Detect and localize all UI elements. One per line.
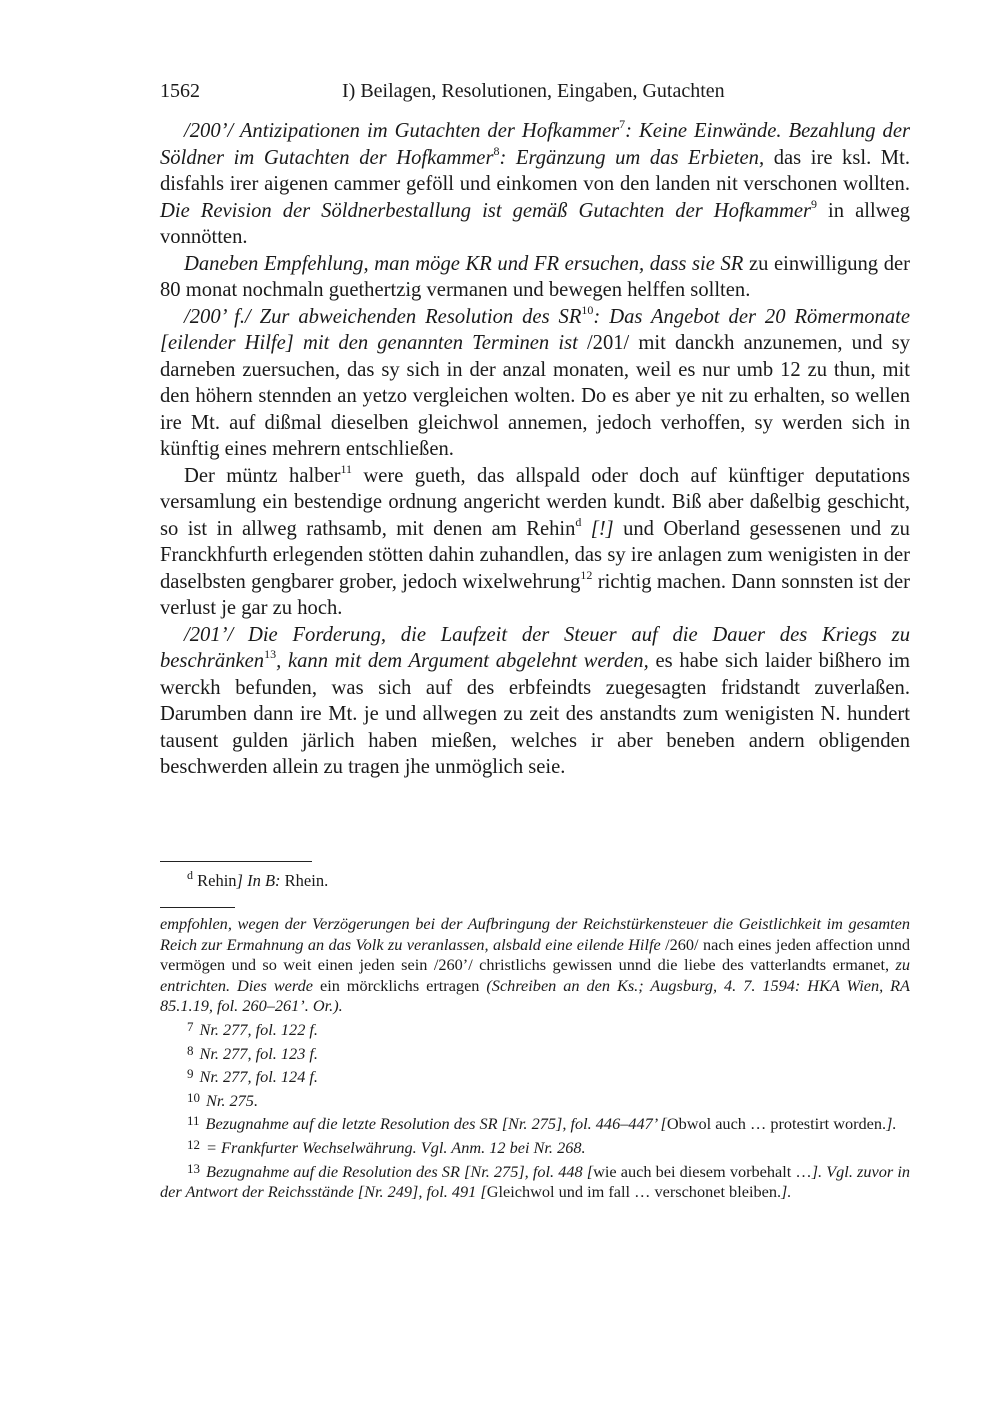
- source-text: were gueth, das allspald oder doch auf künftiger deputations versamlung ein bestendige ordnung angericht werden kundt. Biß aber daßelbig geschicht, so ist in allweg rathsamb, mit denen am Rehin: [160, 464, 910, 540]
- footnote-text: Bezugnahme auf die letzte Resolution des SR [Nr. 275], fol. 446–447’ [: [205, 1114, 667, 1134]
- source-text: und Oberland gesessenen und zu Franckhfurth erlegenden stötten dahin zuhandlen, das sy ire anlagen zum wenigisten in der daselbsten gengbarer grober, jedoch wixelwehrung: [160, 517, 910, 593]
- footnote-7: [160, 1017, 910, 1041]
- page-number: 1562: [160, 80, 200, 102]
- footnote-number: 8: [187, 1042, 194, 1058]
- apparatus-note-d: [187, 867, 329, 892]
- paragraph-5: [160, 622, 910, 781]
- editorial-text: : Das Angebot der 20 Römermonate [eilender Hilfe] mit den genannten Terminen ist: [160, 305, 910, 354]
- apparatus-mark: d: [187, 867, 193, 882]
- footnote-13: [160, 1159, 910, 1203]
- page-header: [160, 80, 910, 106]
- footnote-11: [160, 1111, 910, 1135]
- editorial-text: /200’/ Antizipationen im Gutachten der Hofkammer: [184, 120, 620, 142]
- source-text: richtig machen. Dann sonnsten ist der verlust je gar zu hoch.: [160, 570, 910, 619]
- footnote-continuation: [160, 914, 910, 1017]
- editorial-text: /200’ f./ Zur abweichenden Resolution des SR: [184, 305, 582, 328]
- footnote-number: 9: [187, 1066, 194, 1082]
- fn-roman: /260/ nach eines jeden affection unnd vermögen und so weit einen jeden sein /260’/ christlichs gewissen unnd die liebe des vatterlandts ermanet,: [160, 934, 910, 975]
- footnote-ref-7[interactable]: 7: [619, 117, 626, 132]
- footnote-ref-12[interactable]: 12: [580, 567, 593, 582]
- footnote-number: 10: [187, 1089, 200, 1105]
- fn-italic: (Schreiben an den Ks.; Augsburg, 4. 7. 1594: HKA Wien, RA 85.1.19, fol. 260–261’. Or.).: [160, 975, 910, 1016]
- footnote-quote: Obwol auch … protestirt worden.: [666, 1114, 887, 1134]
- apparatus-ref-d[interactable]: d: [575, 514, 582, 529]
- footnotes: [160, 914, 910, 1203]
- footnote-ref-13[interactable]: 13: [264, 647, 277, 662]
- main-text: [160, 118, 910, 781]
- footnote-number: 11: [187, 1113, 200, 1129]
- footnote-quote: Gleichwol und im fall … verschonet bleiben.: [486, 1182, 782, 1202]
- paragraph-3: [160, 304, 910, 463]
- footnote-ref-11[interactable]: 11: [340, 461, 353, 476]
- running-head: I) Beilagen, Resolutionen, Eingaben, Gutachten: [342, 80, 725, 102]
- footnote-text: Nr. 275.: [206, 1090, 259, 1110]
- footnote-number: 7: [187, 1018, 194, 1034]
- editorial-text: /201’/ Die Forderung, die Laufzeit der Steuer auf die Dauer des Kriegs zu beschränken: [160, 623, 910, 672]
- apparatus-bracket: ] In B:: [236, 871, 281, 890]
- paragraph-1: [160, 118, 910, 251]
- source-text: Der müntz halber: [184, 464, 341, 487]
- footnote-text: ].: [886, 1114, 897, 1134]
- footnote-quote: wie auch bei diesem vorbehalt …: [593, 1161, 812, 1181]
- fn-italic: empfohlen, wegen der Verzögerungen bei der Aufbringung der Reichstürkensteuer die Geistlichkeit im gesamten Reich zur Ermahnung an das Volk zu veranlassen, alsbald eine eilende Hilfe: [160, 914, 910, 954]
- editorial-sic: [!]: [581, 517, 614, 540]
- source-text: zu einwilligung der 80 monat nochmaln guethertzig vermanen und bewegen helffen sollten.: [160, 252, 910, 301]
- source-text: es habe sich laider bißhero im werckh befunden, was sich auf des erbfeindts zuegesagten fridstandt zuverlaßen. Darumben dann ire Mt. je und allwegen zu zeit des anstandts zum wenigisten N. hundert tausent gulden järlich haben mießen, welches ir aber beneben andern obligenden beschwerden allein zu tragen jhe unmöglich seie.: [160, 650, 911, 778]
- footnote-text: ]. Vgl. zuvor in der Antwort der Reichsstände [Nr. 249], fol. 491 [: [160, 1161, 910, 1202]
- paragraph-4: [160, 463, 910, 622]
- editorial-text: : Ergänzung um das Erbieten,: [499, 146, 765, 169]
- apparatus-divider: [160, 861, 312, 862]
- fn-roman: ein mörcklichs ertragen: [313, 975, 487, 995]
- editorial-text: Daneben Empfehlung, man möge KR und FR ersuchen, dass sie SR: [184, 252, 744, 275]
- footnote-number: 13: [187, 1160, 200, 1176]
- footnote-text: Bezugnahme auf die Resolution des SR [Nr. 275], fol. 448 [: [206, 1161, 594, 1181]
- footnote-number: 12: [187, 1136, 200, 1152]
- footnote-10: [160, 1088, 910, 1112]
- apparatus-lemma: Rehin: [193, 871, 237, 890]
- footnote-text: Nr. 277, fol. 124 f.: [199, 1067, 319, 1087]
- footnote-ref-9[interactable]: 9: [811, 196, 818, 211]
- source-text: in allweg vonnötten.: [160, 199, 910, 248]
- footnote-text: Nr. 277, fol. 123 f.: [199, 1043, 319, 1063]
- editorial-text: Die Revision der Söldnerbestallung ist gemäß Gutachten der Hofkammer: [160, 199, 812, 222]
- fn-italic: zu entrichten. Dies werde: [160, 955, 910, 995]
- footnote-8: [160, 1041, 910, 1065]
- editorial-text: : Keine Einwände. Bezahlung der Söldner im Gutachten der Hofkammer: [160, 120, 910, 169]
- footnote-text: = Frankfurter Wechselwährung. Vgl. Anm. 12 bei Nr. 268.: [206, 1137, 586, 1157]
- source-text: das ire ksl. Mt. disfahls irer aigenen cammer geföll und einkomen von den landen nit verschonen wollten.: [160, 146, 910, 195]
- footnote-ref-10[interactable]: 10: [581, 302, 594, 317]
- paragraph-2: [160, 251, 910, 304]
- footnote-9: [160, 1064, 910, 1088]
- footnote-12: [160, 1135, 910, 1159]
- footnote-ref-8[interactable]: 8: [493, 143, 500, 158]
- source-text: /201/ mit danckh anzunemen, und sy darneben zuersuchen, das sy sich in der anzal monaten, weil es nur umb 12 zu thun, mit den höhern stennden an yetzo vergleichen wolten. Do es aber ye nit zu erhalten, so wellen ire Mt. auf dißmal dieselben gleichwol annemen, jedoch verhoffen, sy werden sich in künftig eines mehrern entschließen.: [160, 332, 910, 460]
- apparatus-reading: Rhein.: [280, 871, 329, 890]
- footnote-text: Nr. 277, fol. 122 f.: [199, 1019, 319, 1039]
- footnote-divider: [160, 907, 235, 908]
- editorial-text: , kann mit dem Argument abgelehnt werden,: [276, 650, 649, 672]
- footnote-text: ].: [781, 1182, 792, 1202]
